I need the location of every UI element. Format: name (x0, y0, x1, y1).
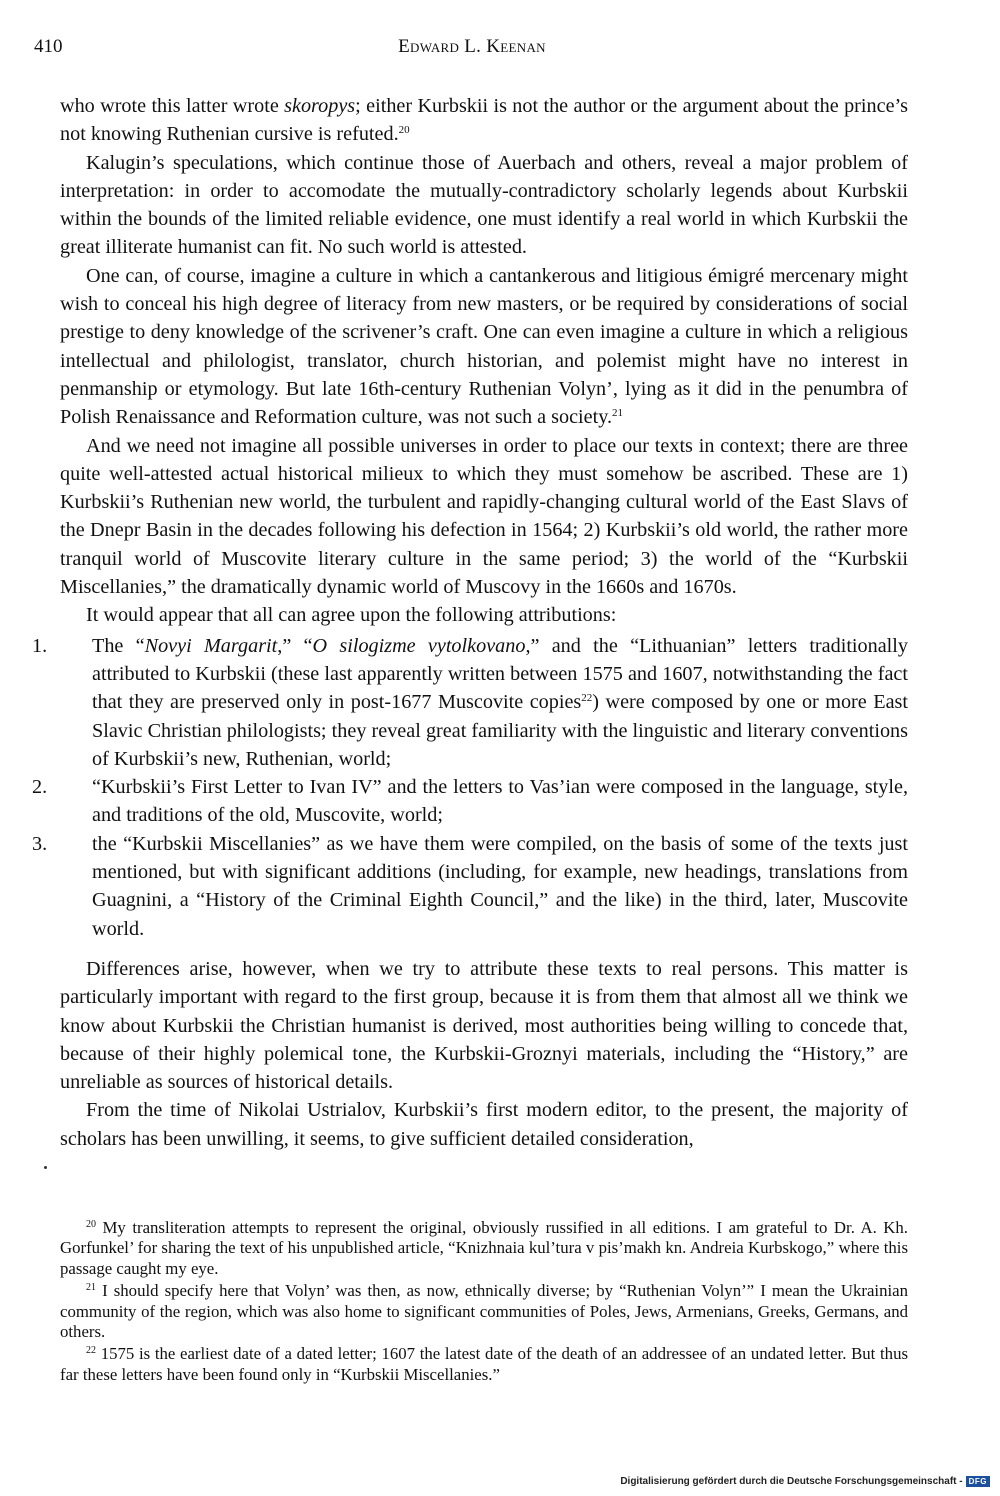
footnotes (60, 1218, 908, 1387)
page-header (34, 36, 910, 64)
italic-title: skoropys (284, 95, 356, 117)
body-paragraph: It would appear that all can agree upon the following attributions: (86, 604, 617, 627)
page-number: 410 (34, 36, 63, 57)
list-item: 3. the “Kurbskii Miscellanies” as we have them were compiled, on the basis of some of the texts just mentioned, but with significant additions (including, for example, new headings, translations from Guagnini, a “History of the Criminal Eighth Council,” and the like) in the third, later, Muscovite world. (60, 830, 908, 943)
list-item: 1. The “Novyi Margarit,” “O silogizme vytolkovano,” and the “Lithuanian” letters traditionally attributed to Kurbskii (these last apparently written between 1575 and 1607, notwithstanding the fact that they are preserved only in post-1677 Muscovite copies$^{22}$) were composed by one or more East Slavic Christian philologists; they reveal great familiarity with the linguistic and literary conventions of Kurbskii’s new, Ruthenian, world; (60, 632, 908, 773)
footnote: $^{22}$ 1575 is the earliest date of a dated letter; 1607 the latest date of the death of an addressee of an undated letter. But thus far these letters have been found only in “Kurbskii Miscellanies.” (60, 1344, 908, 1384)
italic-title: O silogizme vytolkovano (312, 634, 526, 657)
body-paragraph: One can, of course, imagine a culture in which a cantankerous and litigious émigré mercenary might wish to conceal his high degree of literacy from new masters, or be required by considerations of social prestige to deny knowledge of the scrivener’s craft. One can even imagine a culture in which a religious intellectual and philologist, translator, church historian, and polemist might have no interest in penmanship or etymology. But late 16th-century Ruthenian Volyn’, lying as it did in the penumbra of Polish Renaissance and Reformation culture, was not such a society.$^{21}$ (60, 264, 908, 429)
dfg-logo-icon: DFG (966, 1476, 990, 1487)
body-paragraph: Differences arise, however, when we try to attribute these texts to real persons. This matter is particularly important with regard to the first group, because it is from them that almost all we think we know about Kurbskii the Christian humanist is derived, most authorities being willing to concede that, because of their highly polemical tone, the Kurbskii-Groznyi materials, including the “History,” are unreliable as sources of historical details. (60, 957, 908, 1094)
footnote-ref: 21 (86, 1282, 96, 1294)
footnote-ref: 22 (86, 1345, 96, 1357)
body-paragraph: who wrote this latter wrote skoropys; either Kurbskii is not the author or the argument about the prince’s not knowing Ruthenian cursive is refuted.$^{20}$ (60, 95, 908, 146)
italic-title: Novyi Margarit (144, 634, 278, 657)
body-paragraph: From the time of Nikolai Ustrialov, Kurbskii’s first modern editor, to the present, the majority of scholars has been unwilling, it seems, to give sufficient detailed consideration, (60, 1099, 908, 1150)
list-item-number: 3. (32, 832, 48, 855)
footnote: $^{20}$ My transliteration attempts to represent the original, obviously russified in all editions. I am grateful to Dr. A. Kh. Gorfunkel’ for sharing the text of his unpublished article, “Knizhnaia kul’tura v pis’makh kn. Andreia Kurbskogo,” where this passage caught my eye. (60, 1218, 908, 1278)
footnote: $^{21}$ I should specify here that Volyn’ was then, as now, ethnically diverse; by “Ruthenian Volyn’” I mean the Ukrainian community of the region, which was also home to significant communities of Poles, Jews, Armenians, Greeks, Germans, and others. (60, 1281, 908, 1342)
footnote-ref: 20 (398, 124, 410, 137)
credit-text: Digitalisierung gefördert durch die Deutsche Forschungsgemeinschaft - (620, 1476, 963, 1487)
body-paragraph: And we need not imagine all possible universes in order to place our texts in context; there are three quite well-attested actual historical milieux to which they must somehow be ascribed. These are 1) Kurbskii’s Ruthenian new world, the turbulent and rapidly-changing cultural world of the East Slavs of the Dnepr Basin in the decades following his defection in 1564; 2) Kurbskii’s old world, the rather more tranquil world of Muscovite literary culture in the same period; 3) the world of the “Kurbskii Miscellanies,” the dramatically dynamic world of Muscovy in the 1660s and 1670s. (60, 434, 908, 599)
footnote-ref: 21 (612, 407, 624, 420)
list-item-number: 1. (32, 634, 48, 657)
body-paragraph: Kalugin’s speculations, which continue those of Auerbach and others, reveal a major problem of interpretation: in order to accomodate the mutually-contradictory scholarly legends about Kurbskii within the bounds of the limited reliable evidence, one must identify a real world in which Kurbskii the great illiterate humanist can fit. No such world is attested. (60, 151, 908, 259)
digitization-credit (620, 1476, 990, 1487)
paragraphs-before-list (60, 92, 908, 630)
body-text (32, 92, 908, 1153)
paragraphs-after-list (60, 955, 908, 1153)
scan-speck (44, 1166, 47, 1169)
list-item-number: 2. (32, 776, 48, 799)
footnote-ref: 22 (581, 692, 593, 705)
footnote-ref: 20 (86, 1219, 96, 1230)
list-item: 2. “Kurbskii’s First Letter to Ivan IV” and the letters to Vas’ian were composed in the language, style, and traditions of the old, Muscovite, world; (60, 773, 908, 830)
attribution-list (32, 632, 908, 943)
running-head: Edward L. Keenan (398, 36, 546, 57)
